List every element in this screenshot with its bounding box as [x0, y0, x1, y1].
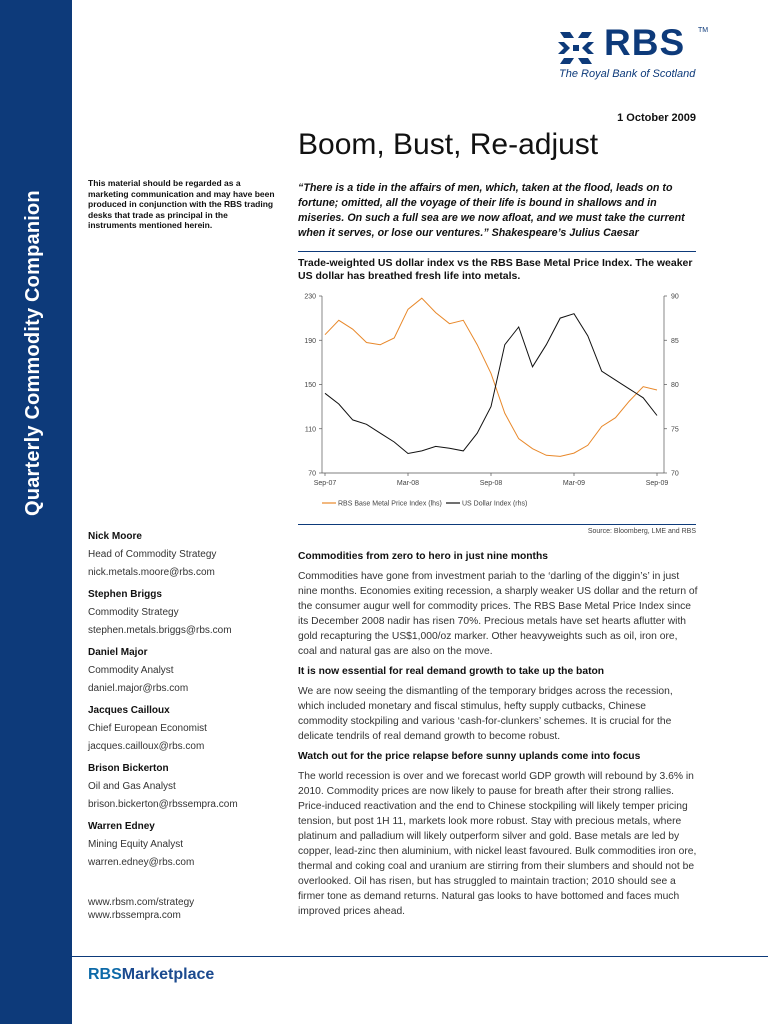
contact-email[interactable]: nick.metals.moore@rbs.com	[88, 567, 215, 578]
publication-title: Quarterly Commodity Companion	[22, 190, 44, 516]
chart-caption: Trade-weighted US dollar index vs the RBS Base Metal Price Index. The weaker US dollar has breathed fresh life into metals.	[298, 257, 693, 282]
contact-card	[88, 820, 288, 869]
disclaimer: This material should be regarded as a marketing communication and may have been produced in conjunction with the RBS trading desks that trade as principal in the instruments mentioned herein.	[88, 178, 275, 230]
contact-role: Commodity Analyst	[88, 665, 174, 676]
web-link[interactable]: www.rbssempra.com	[88, 910, 181, 921]
contact-role: Mining Equity Analyst	[88, 839, 184, 850]
contact-card	[88, 646, 288, 695]
contact-name: Warren Edney	[88, 821, 155, 832]
section-text: Commodities have gone from investment pariah to the ‘darling of the diggin’s’ in just nine months. Economies exiting recession, a sharply weaker US dollar and the return of the consumer augur well for commodity prices. The RBS Base Metal Price Index since its December 2008 nadir has risen 70%. Precious metals have set hearts aflutter with gold recapturing the US$1,000/oz marker. Other heavyweights such as oil, iron ore, coal and natural gas are also on the move.	[298, 571, 698, 657]
article-body	[298, 550, 698, 925]
divider	[298, 524, 696, 525]
section-heading: It is now essential for real demand growth to take up the baton	[298, 666, 605, 677]
contact-role: Oil and Gas Analyst	[88, 781, 176, 792]
contact-role: Head of Commodity Strategy	[88, 549, 217, 560]
y-tick-label-left: 190	[304, 337, 316, 345]
legend-label-usd: US Dollar Index (rhs)	[462, 500, 528, 508]
section-heading: Watch out for the price relapse before sunny uplands come into focus	[298, 751, 641, 762]
x-tick-label: Mar-08	[396, 480, 420, 487]
section-text: The world recession is over and we forecast world GDP growth will rebound by 3.6% in 2010. Commodity prices are now likely to pause for breath after their strong rallies. Price-induced reactivation and the end to Chinese stockpiling will likely temper pricing tension, but post 1H 11, markets look more robust. Stay with precious metals, where platinum and palladium will likely outperform silver and gold. Base metals are led by copper, lead-zinc then aluminium, with nickel least favoured. Bulk commodities iron ore, thermal and coking coal and uranium are stirring from their slumbers and should not be overlooked. Oil has risen, but has struggled to maintain traction; 2010 should see a firmer tone as demand returns. Natural gas looks to have bottomed and faces much improved prices ahead.	[298, 771, 697, 917]
chart-svg	[298, 288, 696, 518]
y-tick-label-right: 85	[671, 337, 679, 345]
contacts-list	[88, 530, 288, 878]
y-tick-label-left: 70	[308, 470, 316, 478]
series-line-usd	[325, 314, 657, 454]
contact-card	[88, 588, 288, 637]
series-line-base-metal	[325, 298, 657, 456]
contact-name: Nick Moore	[88, 531, 142, 542]
contact-email[interactable]: stephen.metals.briggs@rbs.com	[88, 625, 232, 636]
contact-email[interactable]: jacques.cailloux@rbs.com	[88, 741, 205, 752]
y-tick-label-left: 110	[304, 426, 316, 434]
web-links	[88, 896, 194, 922]
section-text: We are now seeing the dismantling of the temporary bridges across the recession, which included monetary and fiscal stimulus, hefty supply cutbacks, Chinese commodity stockpiling and various ‘cash-for-clunkers’ schemes. It is crucial for the delicate tendrils of real demand growth to become robust.	[298, 686, 673, 742]
web-link[interactable]: www.rbsm.com/strategy	[88, 897, 195, 908]
section-heading: Commodities from zero to hero in just nine months	[298, 551, 548, 562]
rbs-logo	[556, 22, 716, 86]
logo-wordmark: RBS	[604, 22, 686, 63]
report-date: 1 October 2009	[617, 112, 696, 124]
chart	[298, 288, 696, 523]
contact-role: Commodity Strategy	[88, 607, 179, 618]
chart-source: Source: Bloomberg, LME and RBS	[587, 528, 696, 535]
footer-brand	[88, 966, 214, 984]
contact-name: Jacques Cailloux	[88, 705, 170, 716]
y-tick-label-right: 70	[671, 470, 679, 478]
x-tick-label: Sep-09	[645, 480, 669, 487]
contact-name: Stephen Briggs	[88, 589, 162, 600]
contact-role: Chief European Economist	[88, 723, 207, 734]
rbs-daisy-wheel-icon	[556, 28, 600, 68]
sidebar	[0, 0, 72, 1024]
contact-email[interactable]: warren.edney@rbs.com	[88, 857, 195, 868]
footer-brand-rbs: RBS	[88, 966, 122, 983]
contact-email[interactable]: daniel.major@rbs.com	[88, 683, 189, 694]
contact-card	[88, 530, 288, 579]
y-tick-label-right: 90	[671, 293, 679, 301]
y-tick-label-left: 150	[304, 382, 316, 389]
y-tick-label-right: 75	[671, 426, 679, 434]
contact-email[interactable]: brison.bickerton@rbssempra.com	[88, 799, 238, 810]
shakespeare-quote: “There is a tide in the affairs of men, which, taken at the flood, leads on to fortune; omitted, all the voyage of their life is bound in shallows and in miseries. On such a full sea are we now afloat, and we must take the current when it serves, or lose our ventures.” Shakespeare’s Julius Caesar	[298, 182, 685, 239]
footer-brand-marketplace: Marketplace	[121, 966, 215, 983]
y-tick-label-left: 230	[304, 293, 316, 301]
x-tick-label: Sep-08	[479, 480, 503, 487]
contact-name: Brison Bickerton	[88, 763, 169, 774]
x-tick-label: Mar-09	[562, 480, 586, 487]
y-tick-label-right: 80	[671, 382, 679, 389]
logo-subtitle: The Royal Bank of Scotland	[559, 68, 696, 80]
contact-name: Daniel Major	[88, 647, 148, 658]
divider	[298, 251, 696, 252]
logo-trademark: TM	[698, 27, 709, 34]
contact-card	[88, 704, 288, 753]
x-tick-label: Sep-07	[313, 480, 337, 487]
footer-divider	[72, 956, 768, 957]
contact-card	[88, 762, 288, 811]
page-title: Boom, Bust, Re-adjust	[298, 128, 599, 161]
legend-label-base-metal: RBS Base Metal Price Index (lhs)	[338, 500, 442, 508]
